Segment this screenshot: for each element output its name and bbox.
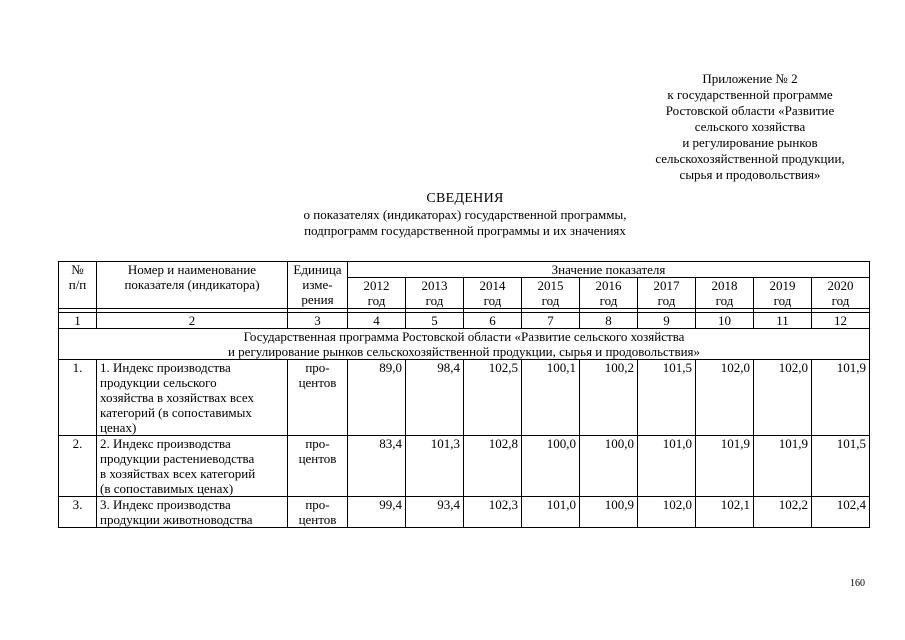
indicator-name-line: продукции растениеводства (100, 451, 255, 466)
header-num-cell (59, 262, 97, 309)
header-year-cell (812, 278, 870, 309)
document-subtitle-line: подпрограмм государственной программы и их значениях (304, 223, 626, 238)
unit-line: про- (305, 436, 330, 451)
indicator-name-cell (97, 497, 288, 528)
header-year-cell (696, 278, 754, 309)
indicator-name-cell (97, 436, 288, 497)
year-label: 2016 (595, 278, 622, 293)
year-suffix: год (599, 293, 618, 308)
column-number: 9 (638, 313, 696, 329)
header-unit-label: Единица (293, 262, 342, 277)
value-cell: 100,2 (580, 360, 638, 436)
header-year-cell (406, 278, 464, 309)
column-number: 3 (288, 313, 348, 329)
header-year-cell (638, 278, 696, 309)
indicator-name-line: 1. Индекс производства (100, 360, 231, 375)
program-title-cell (59, 329, 870, 360)
table-row (59, 497, 870, 528)
column-numbers-row (59, 313, 870, 329)
column-number: 4 (348, 313, 406, 329)
unit-line: про- (305, 497, 330, 512)
value-cell: 93,4 (406, 497, 464, 528)
year-label: 2020 (827, 278, 854, 293)
value-cell: 100,1 (522, 360, 580, 436)
unit-cell (288, 497, 348, 528)
value-cell: 102,0 (696, 360, 754, 436)
table-row (59, 360, 870, 436)
year-label: 2019 (769, 278, 796, 293)
indicator-name-cell (97, 360, 288, 436)
row-number: 1. (59, 360, 97, 436)
value-cell: 101,9 (812, 360, 870, 436)
program-title-line: Государственная программа Ростовской области «Развитие сельского хозяйства (243, 329, 685, 344)
year-label: 2013 (421, 278, 448, 293)
year-label: 2012 (363, 278, 390, 293)
indicator-name-line: продукции сельского (100, 375, 217, 390)
row-number: 2. (59, 436, 97, 497)
value-cell: 101,3 (406, 436, 464, 497)
appendix-line: Приложение № 2 (702, 71, 798, 86)
year-suffix: год (483, 293, 502, 308)
value-cell: 101,5 (638, 360, 696, 436)
year-suffix: год (425, 293, 444, 308)
header-row (59, 262, 870, 278)
row-number: 3. (59, 497, 97, 528)
header-year-cell (754, 278, 812, 309)
appendix-line: Ростовской области «Развитие (665, 103, 835, 118)
header-num-label: п/п (68, 277, 87, 292)
year-suffix: год (715, 293, 734, 308)
indicators-table (58, 261, 870, 528)
document-subtitle-line: о показателях (индикаторах) государственной программы, (303, 207, 627, 222)
value-cell: 101,0 (638, 436, 696, 497)
appendix-line: к государственной программе (667, 87, 833, 102)
header-year-cell (522, 278, 580, 309)
header-unit-label: изме- (302, 277, 333, 292)
header-name-cell (97, 262, 288, 309)
header-name-label: показателя (индикатора) (124, 277, 260, 292)
column-number: 1 (59, 313, 97, 329)
appendix-line: и регулирование рынков (682, 135, 818, 150)
value-cell: 101,9 (696, 436, 754, 497)
value-cell: 102,8 (464, 436, 522, 497)
unit-cell (288, 436, 348, 497)
appendix-header (630, 71, 870, 183)
column-number: 8 (580, 313, 638, 329)
value-cell: 102,4 (812, 497, 870, 528)
document-title-block (200, 191, 730, 239)
value-cell: 102,1 (696, 497, 754, 528)
year-label: 2015 (537, 278, 564, 293)
year-suffix: год (367, 293, 386, 308)
appendix-line: сельскохозяйственной продукции, (655, 151, 845, 166)
unit-line: центов (298, 512, 337, 527)
program-row (59, 329, 870, 360)
value-cell: 101,5 (812, 436, 870, 497)
value-cell: 101,9 (754, 436, 812, 497)
header-year-cell (580, 278, 638, 309)
page-number: 160 (850, 578, 865, 589)
indicator-name-line: продукции животноводства (100, 512, 253, 527)
value-cell: 102,0 (754, 360, 812, 436)
year-suffix: год (831, 293, 850, 308)
indicator-name-line: хозяйства в хозяйствах всех (100, 390, 255, 405)
value-cell: 100,0 (522, 436, 580, 497)
year-label: 2014 (479, 278, 506, 293)
column-number: 11 (754, 313, 812, 329)
column-number: 10 (696, 313, 754, 329)
unit-line: центов (298, 375, 337, 390)
indicator-name-line: категорий (в сопоставимых (100, 405, 252, 420)
year-suffix: год (657, 293, 676, 308)
unit-line: про- (305, 360, 330, 375)
header-unit-label: рения (301, 292, 334, 307)
value-cell: 102,3 (464, 497, 522, 528)
column-number: 7 (522, 313, 580, 329)
year-suffix: год (773, 293, 792, 308)
header-unit-cell (288, 262, 348, 309)
indicator-name-line: 2. Индекс производства (100, 436, 231, 451)
value-cell: 83,4 (348, 436, 406, 497)
value-cell: 100,9 (580, 497, 638, 528)
value-cell: 89,0 (348, 360, 406, 436)
document-title: СВЕДЕНИЯ (426, 191, 504, 206)
value-cell: 100,0 (580, 436, 638, 497)
year-label: 2017 (653, 278, 680, 293)
indicator-name-line: ценах) (100, 420, 137, 435)
header-values-title: Значение показателя (348, 262, 870, 278)
year-suffix: год (541, 293, 560, 308)
year-label: 2018 (711, 278, 738, 293)
appendix-line: сельского хозяйства (694, 119, 806, 134)
column-number: 2 (97, 313, 288, 329)
indicator-name-line: в хозяйствах всех категорий (100, 466, 256, 481)
value-cell: 99,4 (348, 497, 406, 528)
indicator-name-line: 3. Индекс производства (100, 497, 231, 512)
unit-cell (288, 360, 348, 436)
header-name-label: Номер и наименование (127, 262, 257, 277)
indicator-name-line: (в сопоставимых ценах) (100, 481, 234, 496)
table-row (59, 436, 870, 497)
column-number: 6 (464, 313, 522, 329)
column-number: 5 (406, 313, 464, 329)
header-num-label: № (71, 262, 84, 277)
value-cell: 102,2 (754, 497, 812, 528)
program-title-line: и регулирование рынков сельскохозяйственной продукции, сырья и продовольствия» (227, 344, 701, 359)
unit-line: центов (298, 451, 337, 466)
value-cell: 102,0 (638, 497, 696, 528)
column-number: 12 (812, 313, 870, 329)
value-cell: 98,4 (406, 360, 464, 436)
value-cell: 102,5 (464, 360, 522, 436)
header-year-cell (464, 278, 522, 309)
header-year-cell (348, 278, 406, 309)
value-cell: 101,0 (522, 497, 580, 528)
appendix-line: сырья и продовольствия» (679, 167, 821, 182)
